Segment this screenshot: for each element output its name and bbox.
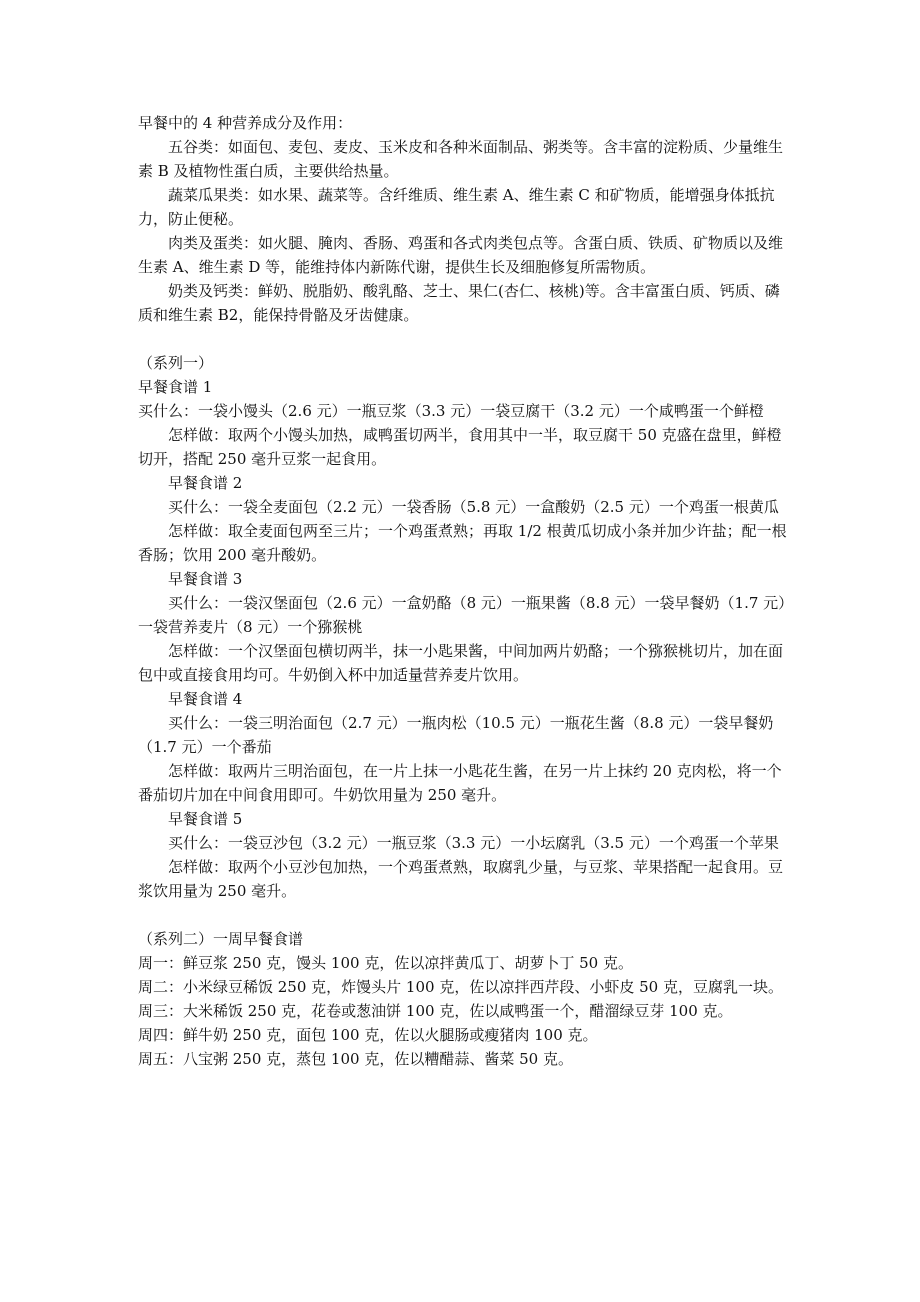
nutrition-item-grains: 五谷类：如面包、麦包、麦皮、玉米皮和各种米面制品、粥类等。含丰富的淀粉质、少量维生素 B 及植物性蛋白质，主要供给热量。 bbox=[138, 138, 784, 180]
recipe-3-buy: 买什么：一袋汉堡面包（2.6 元）一盒奶酪（8 元）一瓶果酱（8.8 元）一袋早餐奶（1.7 元）一袋营养麦片（8 元）一个猕猴桃 bbox=[138, 594, 786, 636]
recipe-4-title: 早餐食谱 4 bbox=[168, 690, 243, 708]
recipe-5-title: 早餐食谱 5 bbox=[168, 810, 243, 828]
recipe-2-title: 早餐食谱 2 bbox=[168, 474, 243, 492]
nutrition-item-vegetables: 蔬菜瓜果类：如水果、蔬菜等。含纤维质、维生素 A、维生素 C 和矿物质，能增强身体抵抗力，防止便秘。 bbox=[138, 186, 775, 228]
section-gap bbox=[138, 903, 790, 927]
nutrition-heading: 早餐中的 4 种营养成分及作用： bbox=[138, 114, 353, 132]
week-day-tuesday: 周二：小米绿豆稀饭 250 克，炸馒头片 100 克，佐以凉拌西芹段、小虾皮 50 克，豆腐乳一块。 bbox=[138, 978, 783, 996]
week-day-thursday: 周四：鲜牛奶 250 克，面包 100 克，佐以火腿肠或瘦猪肉 100 克。 bbox=[138, 1026, 598, 1044]
nutrition-item-meat-eggs: 肉类及蛋类：如火腿、腌肉、香肠、鸡蛋和各式肉类包点等。含蛋白质、铁质、矿物质以及维生素 A、维生素 D 等，能维持体内新陈代谢，提供生长及细胞修复所需物质。 bbox=[138, 234, 784, 276]
week-day-friday: 周五：八宝粥 250 克，蒸包 100 克，佐以糟醋蒜、酱菜 50 克。 bbox=[138, 1050, 573, 1068]
recipe-1-buy: 买什么：一袋小馒头（2.6 元）一瓶豆浆（3.3 元）一袋豆腐干（3.2 元）一个咸鸭蛋一个鲜橙 bbox=[138, 402, 764, 420]
recipe-4-buy: 买什么：一袋三明治面包（2.7 元）一瓶肉松（10.5 元）一瓶花生酱（8.8 元）一袋早餐奶（1.7 元）一个番茄 bbox=[138, 714, 774, 756]
recipe-1-title: 早餐食谱 1 bbox=[138, 378, 213, 396]
recipe-5-how: 怎样做：取两个小豆沙包加热，一个鸡蛋煮熟，取腐乳少量，与豆浆、苹果搭配一起食用。豆浆饮用量为 250 毫升。 bbox=[138, 858, 784, 900]
recipe-3-how: 怎样做：一个汉堡面包横切两半，抹一小匙果酱，中间加两片奶酪；一个猕猴桃切片，加在面包中或直接食用均可。牛奶倒入杯中加适量营养麦片饮用。 bbox=[138, 642, 784, 684]
week-day-wednesday: 周三：大米稀饭 250 克，花卷或葱油饼 100 克，佐以咸鸭蛋一个，醋溜绿豆芽 100 克。 bbox=[138, 1002, 733, 1020]
recipe-1-how: 怎样做：取两个小馒头加热，咸鸭蛋切两半，食用其中一半，取豆腐干 50 克盛在盘里，鲜橙切开，搭配 250 毫升豆浆一起食用。 bbox=[138, 426, 782, 468]
document-body bbox=[138, 111, 790, 1071]
recipe-2-buy: 买什么：一袋全麦面包（2.2 元）一袋香肠（5.8 元）一盒酸奶（2.5 元）一个鸡蛋一根黄瓜 bbox=[168, 498, 779, 516]
nutrition-item-dairy-calcium: 奶类及钙类：鲜奶、脱脂奶、酸乳酪、芝士、果仁(杏仁、核桃)等。含丰富蛋白质、钙质、磷质和维生素 B2，能保持骨骼及牙齿健康。 bbox=[138, 282, 780, 324]
series2-label: （系列二）一周早餐食谱 bbox=[138, 930, 304, 948]
recipe-2-how: 怎样做：取全麦面包两至三片；一个鸡蛋煮熟；再取 1/2 根黄瓜切成小条并加少许盐；配一根香肠；饮用 200 毫升酸奶。 bbox=[138, 522, 787, 564]
recipe-3-title: 早餐食谱 3 bbox=[168, 570, 243, 588]
section-gap bbox=[138, 327, 790, 351]
recipe-5-buy: 买什么：一袋豆沙包（3.2 元）一瓶豆浆（3.3 元）一小坛腐乳（3.5 元）一个鸡蛋一个苹果 bbox=[168, 834, 779, 852]
week-day-monday: 周一：鲜豆浆 250 克，馒头 100 克，佐以凉拌黄瓜丁、胡萝卜丁 50 克。 bbox=[138, 954, 633, 972]
series1-label: （系列一） bbox=[138, 354, 214, 372]
recipe-4-how: 怎样做：取两片三明治面包，在一片上抹一小匙花生酱，在另一片上抹约 20 克肉松，将一个番茄切片加在中间食用即可。牛奶饮用量为 250 毫升。 bbox=[138, 762, 782, 804]
